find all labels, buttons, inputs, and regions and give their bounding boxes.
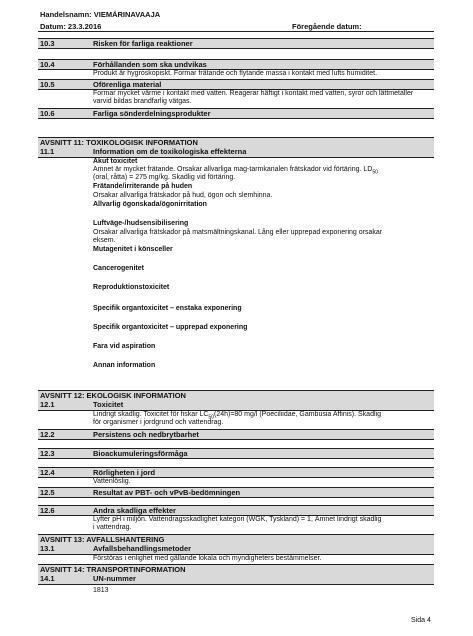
waste-treatment-text: Förstöras i enlighet med gällande lokala och myndigheters bestämmelser. [93, 555, 322, 562]
acute-toxicity-label: Akut toxicitet [93, 158, 138, 165]
stot-single-label: Specifik organtoxicitet – enstaka exponering [93, 305, 242, 312]
row-title: Avfallsbehandlingsmetoder [93, 544, 192, 553]
previous-date: Föregående datum: [292, 22, 362, 31]
page-number: Sida 4 [411, 617, 431, 624]
row-title: Andra skadliga effekter [93, 506, 176, 515]
row-text: Formar mycket värme i kontakt med vatten. Reagerar häftigt i kontakt med vatten, syror och lättmetaller varvid bildas brandfarlig vätgas. [93, 90, 414, 106]
section-title: AVSNITT 11: TOXIKOLOGISK INFORMATION [40, 138, 198, 147]
trade-name: Handelsnamn: VIEMÄRINAVAAJA [40, 10, 161, 19]
row-number: 10.5 [40, 80, 55, 89]
row-12-4 [38, 467, 434, 478]
carcinogenicity-label: Cancerogenitet [93, 265, 144, 272]
mobility-text: Vattenlöslig. [93, 478, 131, 485]
row-11-1 [38, 147, 434, 158]
row-title: Toxicitet [93, 400, 124, 409]
row-12-3 [38, 448, 434, 459]
section-title: AVSNITT 14: TRANSPORTINFORMATION [40, 565, 186, 574]
row-number: 12.5 [40, 488, 55, 497]
section-title: AVSNITT 12: EKOLOGISK INFORMATION [40, 391, 186, 400]
sensitisation-label: Luftväge-/hudsensibilisering [93, 220, 189, 227]
row-number: 12.3 [40, 449, 55, 458]
mutagenicity-label: Mutagenitet i könsceller [93, 246, 173, 253]
row-13-1 [38, 544, 434, 555]
row-title: Förhållanden som ska undvikas [93, 60, 207, 69]
row-title: Bioackumuleringsförmåga [93, 449, 188, 458]
toxicity-text: Lindrigt skadlig. Toxicitet för fiskar $LC_{50}(24h)=80$ mg/l (Poeciliidae, Gambusia Affinis). Skadlig [93, 411, 381, 421]
row-10-4 [38, 59, 434, 70]
document-date: Datum: 23.3.2016 [40, 22, 102, 31]
row-number: 10.6 [40, 109, 55, 118]
sensitisation-text: Orsakar allvarliga frätskador på matsmältningskanal. Lång eller upprepad exponering orsakar [93, 229, 383, 236]
row-12-2 [38, 429, 434, 440]
section-title: AVSNITT 13: AVFALLSHANTERING [40, 535, 165, 544]
row-number: 12.4 [40, 468, 55, 477]
row-number: 14.1 [40, 574, 55, 583]
row-number: 10.4 [40, 60, 55, 69]
header-divider [38, 31, 434, 32]
row-12-1 [38, 400, 434, 411]
row-14-1 [38, 574, 434, 585]
skin-corrosion-label: Frätande/irriterande på huden [93, 183, 193, 190]
reproductive-toxicity-label: Reproduktionstoxicitet [93, 284, 170, 291]
row-title: Risken för farliga reaktioner [93, 39, 193, 48]
stot-repeated-label: Specifik organtoxicitet – upprepad exponering [93, 324, 248, 331]
row-number: 13.1 [40, 544, 55, 553]
row-title: UN-nummer [93, 574, 136, 583]
acute-toxicity-text-2: (oral, råtta) = 275 mg/kg. Skadlig vid förtäring. [93, 174, 236, 181]
row-number: 12.6 [40, 506, 55, 515]
un-number-value: 1813 [93, 587, 109, 594]
row-10-5 [38, 79, 434, 90]
row-text: Produkt är hygroskopiskt. Formar frätande och flytande massa i kontakt med lufts humiditet. [93, 70, 378, 77]
toxicity-text-2: för organismer i jordgrund och vattendrag. [93, 419, 224, 426]
eye-damage-label: Allvarlig ögonskada/ögonirritation [93, 201, 207, 208]
row-12-5 [38, 487, 434, 498]
row-number: 10.3 [40, 39, 55, 48]
row-number: 12.2 [40, 430, 55, 439]
row-title: Rörligheten i jord [93, 468, 156, 477]
acute-toxicity-text: Amnet är mycket frätande. Orsakar allvarliga mag-tarmkanalen frätskador vid förtäring. $LD_{50}$ [93, 166, 378, 176]
row-title: Information om de toxikologiska effekterna [93, 147, 247, 156]
row-title: Resultat av PBT- och vPvB-bedömningen [93, 488, 241, 497]
skin-corrosion-text: Orsakar allvarliga frätskador på hud, ögon och slemhinna. [93, 192, 273, 199]
row-title: Persistens och nedbrytbarhet [93, 430, 199, 439]
row-10-6 [38, 108, 434, 119]
other-effects-text-2: i vattendrag. [93, 524, 132, 531]
other-effects-text: Lyfter pH i miljön. Vattendragsskadlighet kategori (WGK, Tyskland) = 1, Ämnet lindrigt skadlig [93, 516, 382, 523]
row-12-6 [38, 505, 434, 516]
aspiration-hazard-label: Fara vid aspiration [93, 343, 156, 350]
row-title: Farliga sönderdelningsprodukter [93, 109, 211, 118]
other-information-label: Annan information [93, 362, 156, 369]
row-title: Oförenliga material [93, 80, 162, 89]
row-10-3 [38, 38, 434, 49]
row-number: 12.1 [40, 400, 55, 409]
row-number: 11.1 [40, 147, 55, 156]
sensitisation-text-2: eksem. [93, 237, 116, 244]
